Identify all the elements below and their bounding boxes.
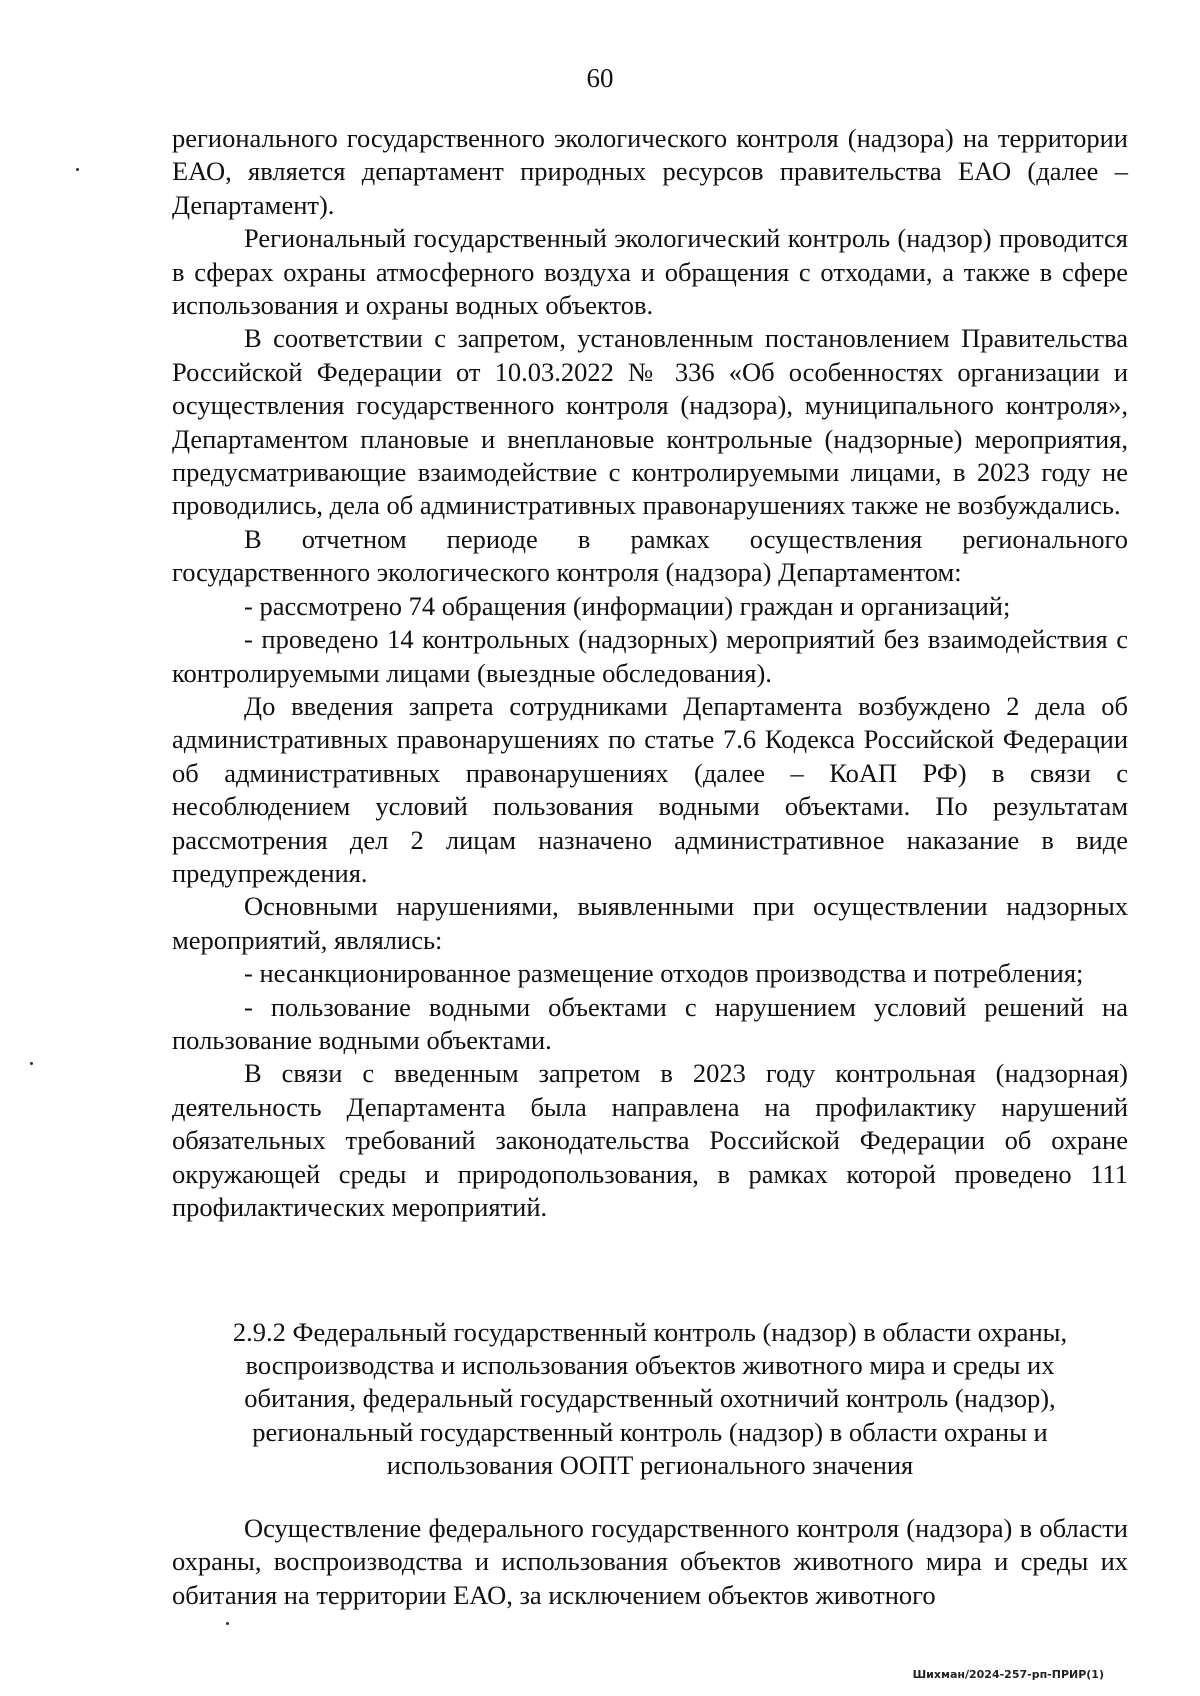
list-item-appeals: - рассмотрено 74 обращения (информации) граждан и организаций; <box>244 590 1011 621</box>
scan-speck <box>226 1622 229 1625</box>
scan-speck <box>30 1062 33 1065</box>
body-text <box>172 122 1128 1224</box>
paragraph-prevention: В связи с введенным запретом в 2023 году контрольная (надзорная) деятельность Департамента была направлена на профилактику нарушений обязательных требований законодательства Российской Федерации об охране окружающей среды и природопользования, в рамках которой проведено 111 профилактических мероприятий. <box>172 1058 1128 1222</box>
heading-line: воспроизводства и использования объектов животного мира и среды их <box>245 1350 1055 1381</box>
list-item-waste-placement: - несанкционированное размещение отходов производства и потребления; <box>244 958 1084 989</box>
heading-line: региональный государственный контроль (надзор) в области охраны и <box>252 1416 1048 1447</box>
paragraph-continuation: регионального государственного экологического контроля (надзора) на территории ЕАО, является департамент природных ресурсов правительства ЕАО (далее – Департамент). <box>172 123 1128 220</box>
page-number: 60 <box>586 63 614 93</box>
paragraph-main-violations: Основными нарушениями, выявленными при осуществлении надзорных мероприятий, являлись: <box>172 891 1128 955</box>
paragraph-administrative-cases: До введения запрета сотрудниками Департамента возбуждено 2 дела об административных правонарушениях по статье 7.6 Кодекса Российской Федерации об административных правонарушениях (далее – КоАП РФ) в связи с несоблюдением условий пользования водными объектами. По результатам рассмотрения дел 2 лицам назначено административное наказание в виде предупреждения. <box>172 690 1128 888</box>
footer-stamp: Шихман/2024-257-рп-ПРИР(1) <box>912 1668 1104 1681</box>
section-heading <box>172 1316 1128 1482</box>
scan-speck <box>76 168 79 171</box>
paragraph-reporting-period: В отчетном периоде в рамках осуществления регионального государственного экологического контроля (надзора) Департаментом: <box>172 523 1128 588</box>
heading-line: использования ООПТ регионального значения <box>386 1449 914 1480</box>
paragraph-federal-control: Осуществление федерального государственного контроля (надзора) в области охраны, воспроизводства и использования объектов животного мира и среды их обитания на территории ЕАО, за исключением объектов животного <box>172 1513 1128 1610</box>
paragraph-moratorium: В соответствии с запретом, установленным постановлением Правительства Российской Федерации от 10.03.2022 № 336 «Об особенностях организации и осуществления государственного контроля (надзора), муниципального контроля», Департаментом плановые и внеплановые контрольные (надзорные) мероприятия, предусматривающие взаимодействие с контролируемыми лицами, в 2023 году не проводились, дела об административных правонарушениях также не возбуждались. <box>172 323 1128 521</box>
heading-line: обитания, федеральный государственный охотничий контроль (надзор), <box>244 1383 1056 1414</box>
list-item-water-use: - пользование водными объектами с нарушением условий решений на пользование водными объектами. <box>172 991 1128 1055</box>
closing-text <box>172 1512 1128 1612</box>
list-item-inspections: - проведено 14 контрольных (надзорных) мероприятий без взаимодействия с контролируемыми лицами (выездные обследования). <box>172 624 1128 688</box>
paragraph-control-scope: Региональный государственный экологический контроль (надзор) проводится в сферах охраны атмосферного воздуха и обращения с отходами, а также в сфере использования и охраны водных объектов. <box>172 223 1128 321</box>
heading-line: 2.9.2 Федеральный государственный контроль (надзор) в области охраны, <box>232 1317 1068 1347</box>
